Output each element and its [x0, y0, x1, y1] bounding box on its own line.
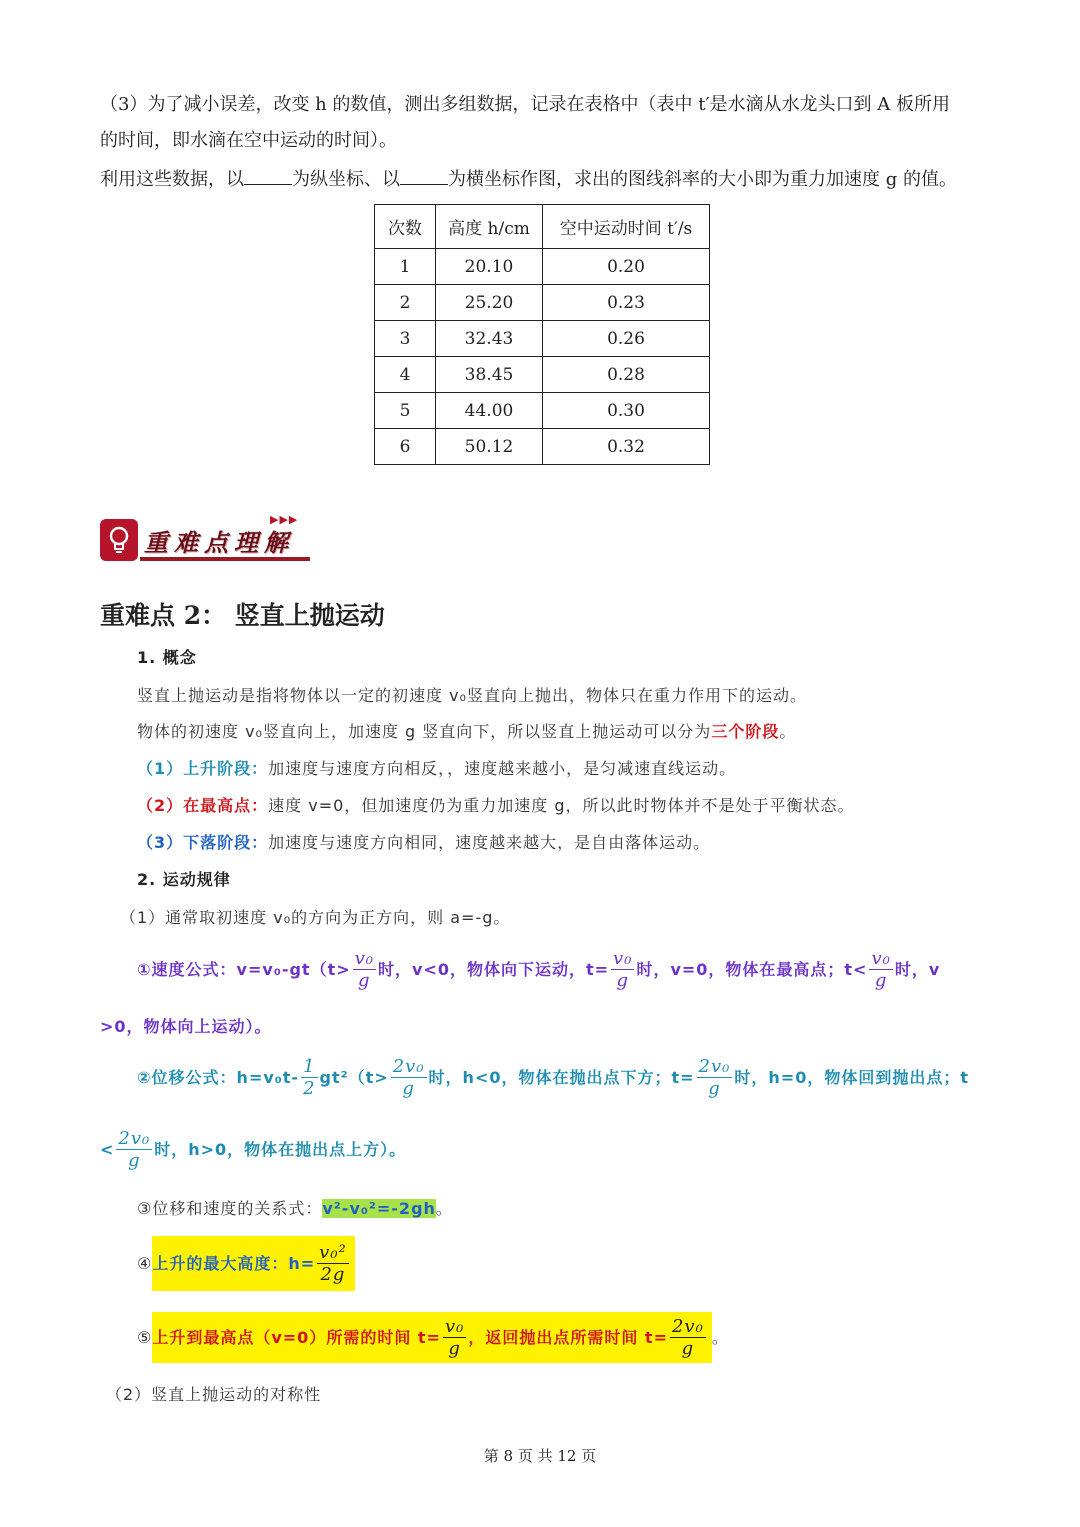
fraction-numerator: 2v₀ [698, 1056, 731, 1077]
table-row [375, 357, 710, 393]
max-height-label: 上升的最大高度：h= [152, 1253, 316, 1273]
rules-title: 2. 运动规律 [137, 870, 231, 889]
fraction-denominator: g [448, 1338, 461, 1359]
stage-3-text: 加速度与速度方向相同，速度越来越大，是自由落体运动。 [268, 833, 711, 852]
table-row [375, 393, 710, 429]
table-cell: 2 [375, 285, 436, 321]
time-formula-index: ⑤ [137, 1327, 153, 1347]
table-header: 空中运动时间 t′/s [543, 205, 710, 249]
displacement-formula [137, 1056, 969, 1099]
rule-1: （1）通常取初速度 v₀的方向为正方向，则 a=-g。 [120, 908, 511, 927]
table-cell: 3 [375, 321, 436, 357]
relation-formula-label: ③位移和速度的关系式： [137, 1199, 323, 1218]
time-formula-highlight [152, 1312, 711, 1363]
answer-blank-1[interactable] [244, 166, 292, 185]
concept-p2-text: 物体的初速度 v₀竖直向上，加速度 g 竖直向下，所以竖直上抛运动可以分为 [137, 722, 712, 741]
banner-title: 重难点理解 [144, 529, 294, 557]
displacement-formula-f: 时，h>0，物体在抛出点上方）。 [154, 1139, 407, 1159]
table-row [375, 249, 710, 285]
stage-1 [137, 757, 736, 781]
table-cell: 20.10 [436, 249, 543, 285]
fraction-denominator: g [358, 970, 371, 991]
velocity-formula [137, 948, 940, 991]
concept-title: 1. 概念 [137, 648, 197, 667]
velocity-formula-d: 时，v [894, 959, 941, 979]
table-cell: 5 [375, 393, 436, 429]
time-formula-a: 上升到最高点（v=0）所需的时间 t= [152, 1327, 441, 1347]
table-cell: 0.23 [543, 285, 710, 321]
stage-1-label: （1）上升阶段： [137, 759, 269, 778]
concept-paragraph-1: 竖直上抛运动是指将物体以一定的初速度 v₀竖直向上抛出，物体只在重力作用下的运动。 [137, 686, 807, 705]
time-formula-b: ，返回抛出点所需时间 t= [468, 1327, 668, 1347]
max-height-formula [137, 1236, 355, 1291]
intro-line-2: 的时间，即水滴在空中运动的时间）。 [100, 130, 397, 151]
stage-3-label: （3）下落阶段： [137, 833, 269, 852]
fraction-numerator: 2v₀ [118, 1128, 151, 1149]
intro-line-3-b: 为纵坐标、以 [292, 169, 400, 190]
section-heading: 重难点 2： 竖直上抛运动 [100, 601, 385, 630]
relation-formula-expr: v²-v₀²=-2gh [322, 1199, 436, 1218]
table-header: 次数 [375, 205, 436, 249]
fraction-numerator: 2v₀ [392, 1056, 425, 1077]
intro-line-3 [100, 166, 957, 193]
fraction-denominator: 2 [303, 1078, 316, 1099]
table-cell: 50.12 [436, 429, 543, 465]
table-cell: 1 [375, 249, 436, 285]
max-height-highlight [152, 1236, 354, 1291]
intro-line-3-a: 利用这些数据，以 [100, 169, 244, 190]
data-table [374, 204, 710, 465]
intro-line-3-c: 为横坐标作图，求出的图线斜率的大小即为重力加速度 g 的值。 [448, 169, 957, 190]
displacement-formula-d: 时，h=0，物体回到抛出点；t [734, 1067, 969, 1087]
fraction-2v0-over-g [116, 1128, 152, 1171]
table-cell: 4 [375, 357, 436, 393]
page-footer: 第 8 页 共 12 页 [483, 1447, 597, 1465]
table-cell: 44.00 [436, 393, 543, 429]
fraction-numerator: v₀ [871, 948, 891, 969]
fraction-v0-over-g [869, 948, 892, 991]
displacement-formula-a: ②位移公式：h=v₀t- [137, 1067, 300, 1087]
table-row [375, 429, 710, 465]
max-height-index: ④ [137, 1253, 153, 1273]
time-formula [137, 1312, 729, 1363]
lightbulb-icon [100, 519, 138, 561]
table-cell: 0.28 [543, 357, 710, 393]
table-cell: 0.32 [543, 429, 710, 465]
table-row [375, 285, 710, 321]
table-cell: 6 [375, 429, 436, 465]
rule-2: （2）竖直上抛运动的对称性 [106, 1385, 322, 1404]
displacement-formula-c: 时，h<0，物体在抛出点下方；t= [428, 1067, 695, 1087]
velocity-formula-a: ①速度公式：v=v₀-gt（t> [137, 959, 351, 979]
concept-p2-end: 。 [779, 722, 797, 741]
stage-3 [137, 831, 710, 855]
arrows-icon: ▶▶▶ [270, 513, 299, 526]
fraction-denominator: g [616, 970, 629, 991]
table-cell: 32.43 [436, 321, 543, 357]
velocity-formula-cont: >0，物体向上运动）。 [100, 1017, 272, 1036]
banner-underline [140, 557, 310, 561]
table-header: 高度 h/cm [436, 205, 543, 249]
fraction-denominator: g [402, 1078, 415, 1099]
concept-paragraph-2 [137, 720, 796, 744]
stage-2 [137, 794, 855, 818]
velocity-formula-b: 时，v<0，物体向下运动，t= [378, 959, 610, 979]
time-formula-end: 。 [711, 1327, 729, 1347]
stage-2-label: （2）在最高点： [137, 796, 269, 815]
fraction-denominator: g [874, 970, 888, 991]
fraction-denominator: g [681, 1338, 695, 1359]
velocity-formula-c: 时，v=0，物体在最高点；t< [636, 959, 868, 979]
table-cell: 25.20 [436, 285, 543, 321]
stage-1-text: 加速度与速度方向相反，，速度越来越小，是匀减速直线运动。 [268, 759, 737, 778]
fraction-denominator: 2g [320, 1264, 346, 1285]
table-row [375, 321, 710, 357]
intro-line-1: （3）为了减小误差，改变 h 的数值，测出多组数据，记录在表格中（表中 t′是水滴从水龙头口到 A 板所用 [100, 94, 950, 115]
fraction-numerator: 1 [303, 1056, 316, 1077]
fraction-numerator: 2v₀ [671, 1316, 704, 1337]
three-stages-highlight: 三个阶段 [711, 722, 780, 741]
fraction-numerator: v₀ [354, 948, 375, 969]
fraction-v0-over-g [353, 948, 376, 991]
fraction-denominator: g [128, 1150, 141, 1171]
table-cell: 0.26 [543, 321, 710, 357]
fraction-numerator: v₀² [319, 1242, 347, 1263]
fraction-2v0-over-g [697, 1056, 733, 1099]
fraction-1-over-2 [301, 1056, 317, 1099]
table-cell: 38.45 [436, 357, 543, 393]
table-cell: 0.30 [543, 393, 710, 429]
stage-2-text: 速度 v=0，但加速度仍为重力加速度 g，所以此时物体并不是处于平衡状态。 [268, 796, 855, 815]
answer-blank-2[interactable] [400, 166, 448, 185]
displacement-formula-cont [100, 1128, 406, 1171]
fraction-v0-over-g [611, 948, 634, 991]
relation-formula [137, 1197, 453, 1221]
displacement-formula-b: gt²（t> [319, 1067, 389, 1087]
fraction-v0-over-g [443, 1316, 466, 1359]
fraction-2v0-over-g [670, 1316, 706, 1359]
fraction-denominator: g [708, 1078, 721, 1099]
table-header-row [375, 205, 710, 249]
table-cell: 0.20 [543, 249, 710, 285]
section-banner [100, 515, 310, 563]
fraction-numerator: v₀ [613, 948, 633, 969]
fraction-numerator: v₀ [444, 1316, 465, 1337]
relation-formula-end: 。 [435, 1199, 453, 1218]
displacement-formula-e: < [100, 1139, 115, 1159]
fraction-2v0-over-g [391, 1056, 427, 1099]
fraction-v0sq-over-2g [317, 1242, 349, 1285]
